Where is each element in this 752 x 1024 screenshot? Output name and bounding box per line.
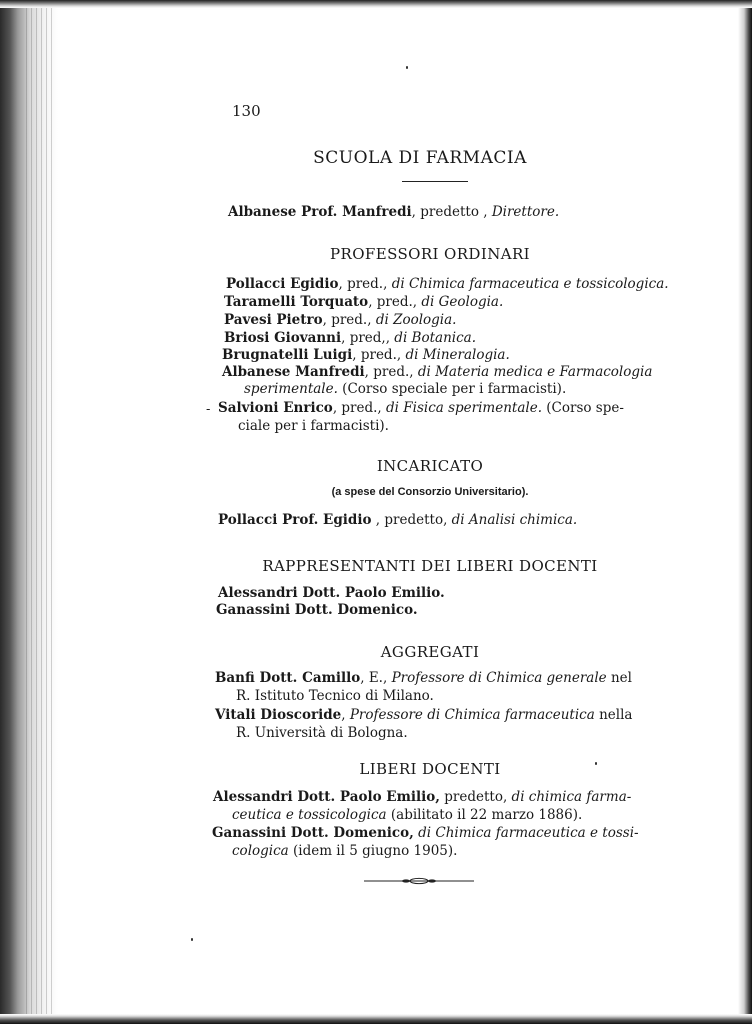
page-title: SCUOLA DI FARMACIA [313,148,527,168]
director-name: Albanese Prof. Manfredi [228,204,412,220]
rappresentante-line: Ganassini Dott. Domenico. [216,602,418,618]
person-name: Albanese Manfredi [222,364,365,380]
aggregato-line [215,707,632,723]
page-number: 130 [232,102,261,120]
line-text: R. Istituto Tecnico di Milano. [236,688,434,704]
line-italic: di Geologia. [421,294,504,310]
line-italic: di Botanica. [394,330,476,346]
margin-dash: - [206,402,211,417]
line-tail: nella [594,707,633,723]
closing-ornament [364,876,474,886]
line-text: , E., [360,670,392,686]
person-name: Alessandri Dott. Paolo Emilio, [213,789,440,805]
line-text: predetto, [439,789,512,805]
line-italic: Professore di Chimica farmaceutica [349,707,595,723]
aggregato-line-continuation [236,725,408,741]
ordinario-line [222,347,510,363]
heading-aggregati: AGGREGATI [380,643,480,661]
line-italic: Professore di Chimica generale [391,670,607,686]
director-line [228,204,559,220]
line-tail: (abilitato il 22 marzo 1886). [386,807,583,823]
line-italic: ceutica e tossicologica [232,807,387,823]
line-text: , [341,707,350,723]
libero-docente-line-continuation [232,807,582,823]
page-right-edge [738,0,752,1024]
line-italic: di Fisica sperimentale. [386,400,542,416]
line-italic: sperimentale. [244,381,338,397]
ordinario-line [218,400,624,416]
person-name: Brugnatelli Luigi [222,347,353,363]
heading-professori-ordinari: PROFESSORI ORDINARI [330,245,530,263]
paper-speck [595,762,597,765]
ordinario-line [226,276,669,292]
person-name: Banfi Dott. Camillo [215,670,361,686]
paper-speck [406,66,408,69]
aggregato-line-continuation [236,688,434,704]
line-text: , pred., [322,312,376,328]
ordinario-line-continuation [244,381,566,397]
person-name: Pollacci Egidio [226,276,339,292]
ordinario-line [222,364,652,380]
person-name: Pavesi Pietro [224,312,323,328]
page-top-edge [0,0,752,8]
binding-texture [26,0,56,1024]
line-italic: di Mineralogia. [405,347,510,363]
paper-speck [191,938,193,941]
line-italic: di Zoologia. [375,312,457,328]
title-rule [402,181,468,182]
libero-docente-line [213,789,631,805]
person-name: Vitali Dioscoride [215,707,342,723]
line-text: , pred., [368,294,422,310]
person-name: Taramelli Torquato [224,294,369,310]
line-text: , pred., [332,400,387,416]
line-tail: (Corso speciale per i farmacisti). [337,381,567,397]
line-tail: (idem il 5 giugno 1905). [288,843,458,859]
heading-liberi-docenti: LIBERI DOCENTI [359,760,501,778]
line-text: , pred., [352,347,406,363]
person-name: Pollacci Prof. Egidio [218,512,372,528]
incaricato-note: (a spese del Consorzio Universitario). [331,486,529,498]
ordinario-line [224,294,503,310]
person-name: Briosi Giovanni [224,330,342,346]
libero-docente-line-continuation [232,843,457,859]
line-text: , predetto, [371,512,452,528]
line-italic: di Materia medica e Farmacologia [417,364,653,380]
aggregato-line [215,670,632,686]
person-name: Salvioni Enrico [218,400,333,416]
line-italic: cologica [232,843,289,859]
line-text: , pred,, [341,330,395,346]
line-italic: di Chimica farmaceutica e tossicologica. [391,276,669,292]
ordinario-line-continuation [238,418,389,434]
line-text: , pred., [364,364,418,380]
line-tail: (Corso spe- [541,400,624,416]
ordinario-line [224,312,456,328]
line-italic: di Chimica farmaceutica e tossi- [418,825,639,841]
line-italic: di chimica farma- [511,789,632,805]
line-tail: nel [606,670,632,686]
line-text: , pred., [338,276,392,292]
ordinario-line [224,330,476,346]
director-role: Direttore. [491,204,560,220]
incaricato-line [218,512,577,528]
heading-rappresentanti: RAPPRESENTANTI DEI LIBERI DOCENTI [262,557,598,575]
line-text: R. Università di Bologna. [236,725,408,741]
line-italic: di Analisi chimica. [451,512,578,528]
page-bottom-edge [0,1014,752,1024]
director-detail: , predetto , [411,204,492,220]
person-name: Ganassini Dott. Domenico, [212,825,414,841]
libero-docente-line [212,825,639,841]
rappresentante-line: Alessandri Dott. Paolo Emilio. [218,585,445,601]
heading-incaricato: INCARICATO [376,457,484,475]
line-text: ciale per i farmacisti). [238,418,389,434]
